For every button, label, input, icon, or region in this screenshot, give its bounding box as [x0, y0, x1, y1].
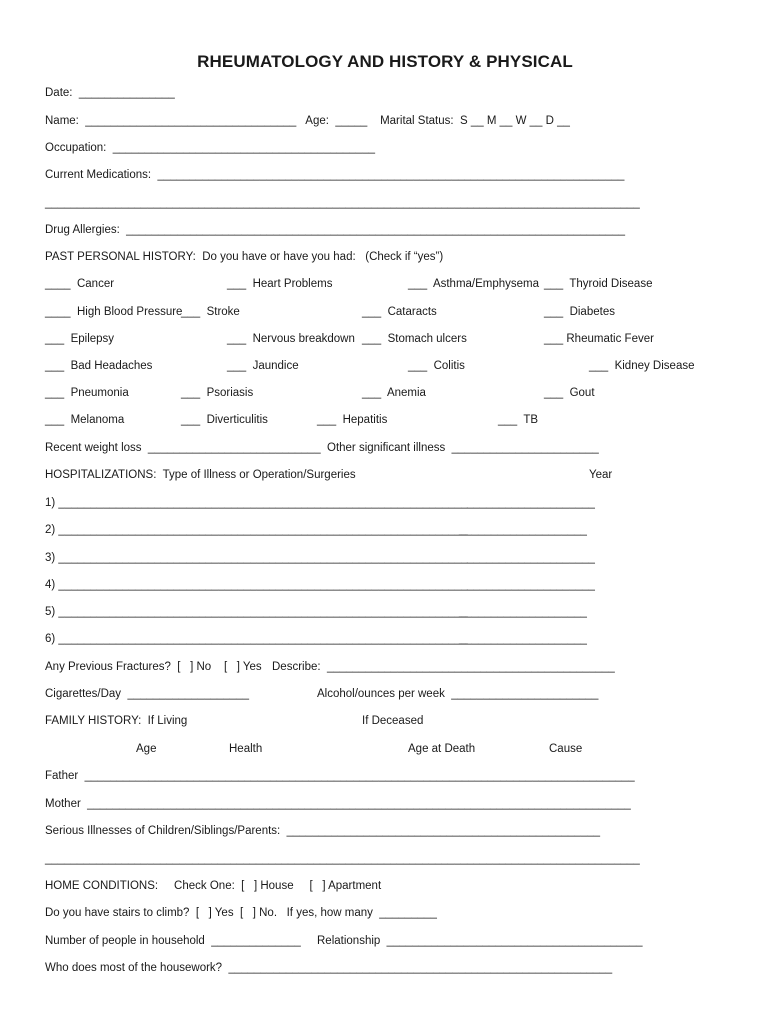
hospitalization-year-5[interactable]: ____________________: [459, 606, 587, 618]
hospitalization-year-6[interactable]: ____________________: [459, 633, 587, 645]
previous-fractures-checkboxes[interactable]: Any Previous Fractures? [ ] No [ ] Yes: [45, 661, 262, 673]
condition-diabetes[interactable]: ___ Diabetes: [544, 306, 615, 318]
hospitalizations-header: HOSPITALIZATIONS: Type of Illness or Operation/Surgeries: [45, 469, 356, 481]
condition-stomach-ulcers[interactable]: ___ Stomach ulcers: [362, 333, 467, 345]
condition-thyroid[interactable]: ___ Thyroid Disease: [544, 278, 653, 290]
drug-allergies-field[interactable]: Drug Allergies: ______________________________________________________________________________: [45, 224, 626, 236]
condition-pneumonia[interactable]: ___ Pneumonia: [45, 387, 129, 399]
condition-epilepsy[interactable]: ___ Epilepsy: [45, 333, 115, 345]
column-age: Age: [136, 743, 157, 755]
hospitalization-row-2[interactable]: 2) ________________________________________________________________: [45, 524, 468, 536]
hospitalization-row-1[interactable]: 1) ________________________________________________________________: [45, 497, 468, 509]
condition-cancer[interactable]: ____ Cancer: [45, 278, 115, 290]
hospitalization-row-4[interactable]: 4) ________________________________________________________________: [45, 579, 468, 591]
occupation-field[interactable]: Occupation: _________________________________________: [45, 142, 375, 154]
housework-field[interactable]: Who does most of the housework? ____________________________________________________________: [45, 962, 613, 974]
recent-weight-loss-field[interactable]: Recent weight loss ___________________________: [45, 442, 321, 454]
date-field[interactable]: Date: _______________: [45, 87, 175, 99]
hospitalization-year-2[interactable]: ____________________: [459, 524, 587, 536]
condition-tb[interactable]: ___ TB: [498, 414, 539, 426]
alcohol-per-week-field[interactable]: Alcohol/ounces per week _______________________: [317, 688, 599, 700]
condition-anemia[interactable]: ___ Anemia: [362, 387, 426, 399]
hospitalization-year-1[interactable]: ____________________: [467, 497, 595, 509]
hospitalization-row-3[interactable]: 3) ________________________________________________________________: [45, 552, 468, 564]
family-history-header: FAMILY HISTORY: If Living: [45, 715, 188, 727]
home-conditions-checkboxes[interactable]: HOME CONDITIONS: Check One: [ ] House [ ] Apartment: [45, 880, 382, 892]
serious-illnesses-field[interactable]: Serious Illnesses of Children/Siblings/Parents: _________________________________________________: [45, 825, 601, 837]
fracture-describe-field[interactable]: Describe: _____________________________________________: [272, 661, 615, 673]
hospitalization-year-3[interactable]: ____________________: [467, 552, 595, 564]
condition-high-blood-pressure[interactable]: ____ High Blood Pressure: [45, 306, 183, 318]
condition-asthma[interactable]: ___ Asthma/Emphysema: [408, 278, 540, 290]
if-deceased-label: If Deceased: [362, 715, 424, 727]
serious-illnesses-continuation[interactable]: _____________________________________________________________________________________________: [45, 853, 640, 865]
column-age-at-death: Age at Death: [408, 743, 476, 755]
father-field[interactable]: Father ______________________________________________________________________________________: [45, 770, 635, 782]
cigarettes-per-day-field[interactable]: Cigarettes/Day ___________________: [45, 688, 249, 700]
mother-field[interactable]: Mother _____________________________________________________________________________________: [45, 798, 631, 810]
people-in-household-field[interactable]: Number of people in household ______________: [45, 935, 301, 947]
condition-stroke[interactable]: ___ Stroke: [181, 306, 240, 318]
relationship-field[interactable]: Relationship ________________________________________: [317, 935, 643, 947]
condition-kidney-disease[interactable]: ___ Kidney Disease: [589, 360, 695, 372]
other-illness-field[interactable]: Other significant illness _______________________: [327, 442, 599, 454]
condition-jaundice[interactable]: ___ Jaundice: [227, 360, 299, 372]
condition-cataracts[interactable]: ___ Cataracts: [362, 306, 437, 318]
condition-melanoma[interactable]: ___ Melanoma: [45, 414, 125, 426]
past-history-header: PAST PERSONAL HISTORY: Do you have or have you had: (Check if “yes”): [45, 251, 444, 263]
condition-gout[interactable]: ___ Gout: [544, 387, 595, 399]
hospitalization-row-6[interactable]: 6) ________________________________________________________________: [45, 633, 468, 645]
condition-psoriasis[interactable]: ___ Psoriasis: [181, 387, 254, 399]
condition-diverticulitis[interactable]: ___ Diverticulitis: [181, 414, 268, 426]
hospitalization-row-5[interactable]: 5) ________________________________________________________________: [45, 606, 468, 618]
stairs-question[interactable]: Do you have stairs to climb? [ ] Yes [ ] No. If yes, how many _________: [45, 907, 437, 919]
hospitalization-year-4[interactable]: ____________________: [467, 579, 595, 591]
condition-bad-headaches[interactable]: ___ Bad Headaches: [45, 360, 153, 372]
current-medications-continuation[interactable]: _____________________________________________________________________________________________: [45, 197, 640, 209]
condition-nervous-breakdown[interactable]: ___ Nervous breakdown: [227, 333, 355, 345]
column-health: Health: [229, 743, 263, 755]
condition-rheumatic-fever[interactable]: ___ Rheumatic Fever: [544, 333, 654, 345]
hospitalizations-year-label: Year: [589, 469, 613, 481]
condition-heart-problems[interactable]: ___ Heart Problems: [227, 278, 333, 290]
condition-colitis[interactable]: ___ Colitis: [408, 360, 465, 372]
name-age-marital-line[interactable]: Name: _________________________________ Age: _____ Marital Status: S __ M __ W __ D __: [45, 115, 570, 127]
current-medications-field[interactable]: Current Medications: _________________________________________________________________________: [45, 169, 625, 181]
condition-hepatitis[interactable]: ___ Hepatitis: [317, 414, 388, 426]
page-title: RHEUMATOLOGY AND HISTORY & PHYSICAL: [197, 52, 573, 71]
column-cause: Cause: [549, 743, 583, 755]
